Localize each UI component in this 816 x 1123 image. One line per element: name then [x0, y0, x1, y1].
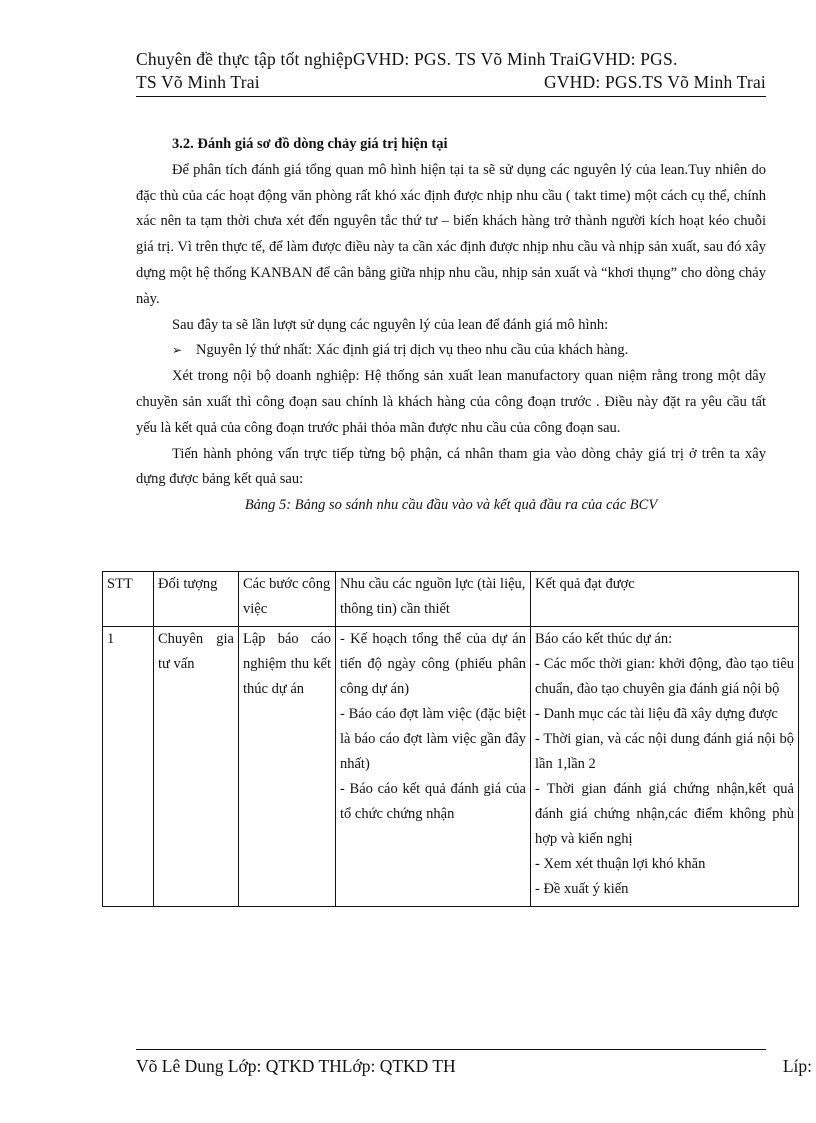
- table-header-row: [103, 572, 799, 627]
- page-header: [136, 48, 766, 94]
- header-cac-buoc: Các bước công việc: [239, 572, 336, 627]
- resource-item: - Báo cáo kết quả đánh giá của tổ chức chứng nhận: [340, 781, 526, 822]
- result-item: - Các mốc thời gian: khởi động, đào tạo tiêu chuẩn, đào tạo chuyên gia đánh giá nội bộ: [535, 656, 794, 697]
- table-row: [103, 627, 799, 907]
- header-doi-tuong: Đối tượng: [154, 572, 239, 627]
- paragraph: Tiến hành phỏng vấn trực tiếp từng bộ phận, cá nhân tham gia vào dòng chảy giá trị ở trên ta xây dựng được bảng kết quả sau:: [136, 445, 766, 488]
- paragraph: Sau đây ta sẽ lần lượt sử dụng các nguyên lý của lean để đánh giá mô hình:: [172, 316, 609, 333]
- bullet-text: Nguyên lý thứ nhất: Xác định giá trị dịch vụ theo nhu cầu của khách hàng.: [196, 342, 629, 359]
- paragraph: Xét trong nội bộ doanh nghiệp: Hệ thống sản xuất lean manufactory quan niệm rằng trong một dây chuyền sản xuất thì công đoạn sau chính là khách hàng của công đoạn trước . Điều này đặt ra yêu cầu tất yếu là kết quả của công đoạn trước phải thỏa mãn được nhu cầu của công đoạn sau.: [136, 368, 766, 436]
- result-item: - Thời gian đánh giá chứng nhận,kết quả đánh giá chứng nhận,các điểm không phù hợp và kiến nghị: [535, 781, 794, 847]
- cell-doi-tuong: Chuyên gia tư vấn: [154, 627, 239, 907]
- paragraph: Để phân tích đánh giá tổng quan mô hình hiện tại ta sẽ sử dụng các nguyên lý của lean.Tuy nhiên do đặc thù của các hoạt động văn phòng rất khó xác định được nhịp nhu cầu ( takt time) một cách cụ thể, chính xác nên ta tạm thời chưa xét đến nguyên tắc thứ tư – biến khách hàng trở thành người kích hoạt kéo chuỗi giá trị. Vì trên thực tế, để làm được điều này ta cần xác định được nhịp nhu cầu và nhịp sản xuất, sau đó xây dựng một hệ thống KANBAN để cân bằng giữa nhịp nhu cầu, nhịp sản xuất và “khơi thụng” cho dòng chảy này.: [136, 161, 766, 307]
- cell-cac-buoc: Lập báo cáo nghiệm thu kết thúc dự án: [239, 627, 336, 907]
- arrow-bullet-icon: ➢: [172, 343, 183, 358]
- header-stt: STT: [103, 572, 154, 627]
- document-body: [136, 132, 766, 517]
- header-ket-qua: Kết quả đạt được: [531, 572, 799, 627]
- result-item: - Đề xuất ý kiến: [535, 881, 629, 897]
- resource-item: - Kế hoạch tổng thể của dự án tiến độ ngày công (phiếu phân công dự án): [340, 631, 526, 697]
- table-caption: Bảng 5: Bảng so sánh nhu cầu đầu vào và kết quả đầu ra của các BCV: [244, 497, 658, 514]
- result-item: - Thời gian, và các nội dung đánh giá nội bộ lần 1,lần 2: [535, 731, 794, 772]
- footer-rule: [136, 1049, 766, 1050]
- cell-ket-qua: [531, 627, 799, 907]
- result-item: - Danh mục các tài liệu đã xây dựng được: [535, 706, 778, 722]
- cell-nhu-cau: [336, 627, 531, 907]
- result-item: Báo cáo kết thúc dự án:: [535, 631, 673, 647]
- header-advisor-right: GVHD: PGS.TS Võ Minh Trai: [543, 72, 766, 92]
- bullet-item: [136, 338, 766, 364]
- header-advisor-left: TS Võ Minh Trai: [136, 72, 260, 92]
- result-item: - Xem xét thuận lợi khó khăn: [535, 856, 706, 872]
- footer-author-class: Võ Lê Dung Lớp: QTKD THLớp: QTKD TH: [136, 1056, 456, 1076]
- cell-stt: 1: [103, 627, 154, 907]
- section-heading: 3.2. Đánh giá sơ đồ dòng chảy giá trị hiện tại: [172, 136, 448, 152]
- header-line-2: [136, 71, 766, 94]
- header-line-1: Chuyên đề thực tập tốt nghiệpGVHD: PGS. TS Võ Minh TraiGVHD: PGS.: [136, 49, 678, 69]
- resource-item: - Báo cáo đợt làm việc (đặc biệt là báo cáo đợt làm việc gần đây nhất): [340, 706, 526, 772]
- header-nhu-cau: Nhu cầu các nguồn lực (tài liệu, thông tin) cần thiết: [336, 572, 531, 627]
- comparison-table: [102, 571, 799, 907]
- page-footer: [136, 1055, 812, 1078]
- footer-class-label: Líp:: [782, 1056, 812, 1076]
- header-rule: [136, 96, 766, 97]
